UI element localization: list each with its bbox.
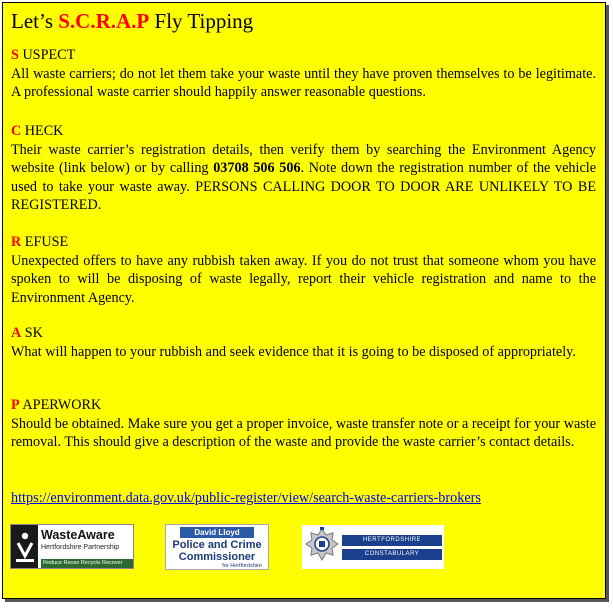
page-title [11, 7, 253, 35]
section-heading [11, 396, 596, 415]
heading-letter: A [11, 325, 22, 341]
section-ask [11, 324, 596, 361]
constabulary-logo [302, 525, 444, 569]
environment-agency-link[interactable]: https://environment.data.gov.uk/public-register/view/search-waste-carriers-brokers [11, 490, 481, 506]
heading-letter: C [11, 123, 22, 139]
pcc-line3: for Hertfordshire [222, 563, 262, 569]
heading-rest: EFUSE [21, 234, 69, 250]
phone-number: 03708 506 506 [213, 160, 301, 176]
section-body: Should be obtained. Make sure you get a proper invoice, waste transfer note or a receipt for your waste removal. This should give a description of the waste and provide the waste carrier’s contact details. [11, 415, 596, 450]
heading-letter: P [11, 397, 20, 413]
section-body: Unexpected offers to have any rubbish taken away. If you do not trust that someone whom you have spoken to will be disposing of waste legally, report their vehicle registration and name to the Environment Agency. [11, 252, 596, 306]
section-paperwork [11, 396, 596, 452]
section-check [11, 122, 596, 215]
heading-rest: HECK [21, 123, 64, 139]
section-body [11, 141, 596, 215]
constabulary-line2: CONSTABULARY [342, 549, 442, 560]
recycle-person-icon [11, 525, 38, 568]
section-heading [11, 46, 596, 65]
section-refuse [11, 233, 596, 307]
section-heading [11, 233, 596, 252]
body-text: . Note down the registration number of the vehicle used to take your waste away. PERSONS CALLING DOOR TO DOOR ARE UNLIKELY TO BE REGISTERED. [11, 160, 596, 213]
wasteaware-name: WasteAware [41, 528, 115, 542]
pcc-line1: Police and Crime [172, 539, 262, 551]
heading-rest: SK [21, 325, 43, 341]
wasteaware-tagline: Reduce Reuse Recycle Recover [41, 559, 133, 568]
heading-rest: APERWORK [19, 397, 102, 413]
pcc-name: David Lloyd [180, 527, 254, 538]
heading-letter: R [11, 234, 22, 250]
body-text: Their waste carrier’s registration details, then verify them by searching the Environment Agency website (link below) or by calling [11, 141, 596, 176]
section-body: All waste carriers; do not let them take your waste until they have proven themselves to be legitimate. A professional waste carrier should happily answer reasonable questions. [11, 65, 596, 100]
section-suspect [11, 46, 596, 102]
heading-rest: USPECT [18, 47, 76, 63]
heading-letter: S [11, 47, 19, 63]
pcc-logo [165, 524, 269, 570]
wasteaware-sub: Hertfordshire Partnership [41, 544, 120, 551]
section-heading [11, 122, 596, 141]
scrap-notice-card [2, 2, 606, 599]
section-body: What will happen to your rubbish and seek evidence that it is going to be disposed of appropriately. [11, 343, 576, 360]
constabulary-line1: HERTFORDSHIRE [342, 535, 442, 546]
title-acronym: S.C.R.A.P [58, 9, 150, 33]
title-prefix: Let’s [11, 9, 59, 33]
section-heading [11, 324, 596, 343]
pcc-line2: Commissioner [178, 551, 256, 563]
title-suffix: Fly Tipping [149, 9, 254, 33]
wasteaware-logo [10, 524, 134, 569]
police-crest-icon [302, 525, 342, 569]
